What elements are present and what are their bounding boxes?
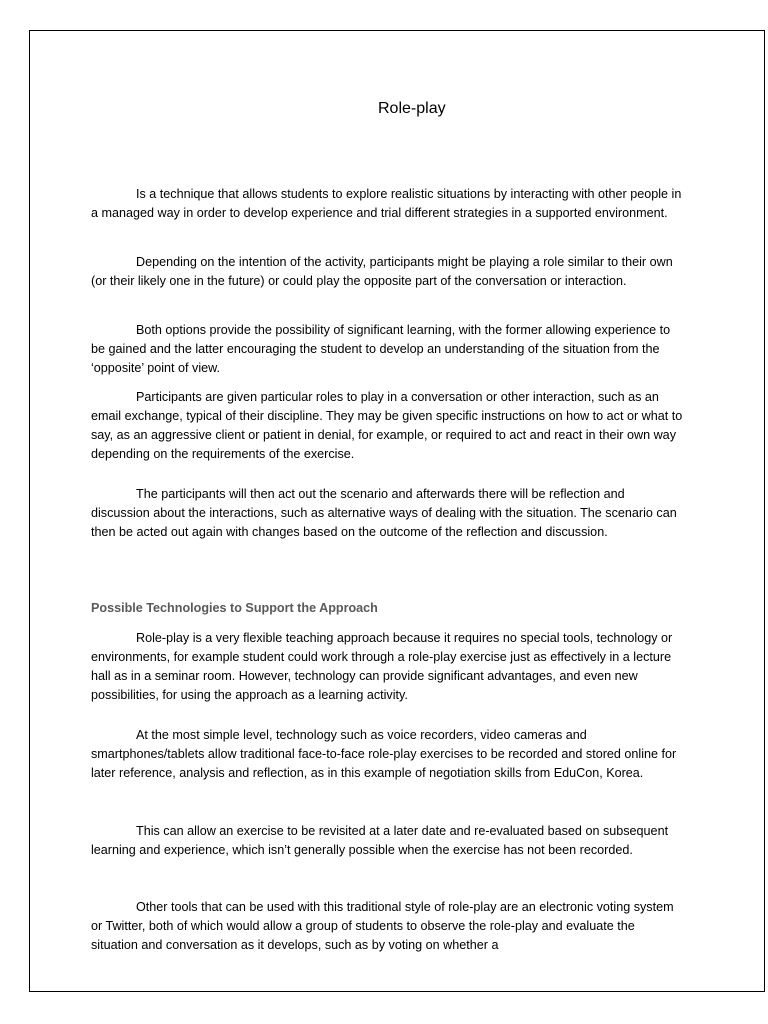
paragraph: Other tools that can be used with this traditional style of role-play are an electronic voting system or Twitter, both of which would allow a group of students to observe the role-play and evaluate the situation and conversation as it develops, such as by voting on whether a <box>91 900 674 952</box>
paragraph: Is a technique that allows students to explore realistic situations by interacting with other people in a managed way in order to develop experience and trial different strategies in a supported environment. <box>91 187 682 220</box>
paragraph: This can allow an exercise to be revisited at a later date and re-evaluated based on subsequent learning and experience, which isn’t generally possible when the exercise has not been recorded. <box>91 824 669 857</box>
document-page <box>29 30 765 992</box>
paragraph: Role-play is a very flexible teaching approach because it requires no special tools, technology or environments, for example student could work through a role-play exercise just as effectively in a lecture hall as in a seminar room. However, technology can provide significant advantages, and even new possibilities, for using the approach as a learning activity. <box>91 631 673 702</box>
paragraph: Both options provide the possibility of significant learning, with the former allowing experience to be gained and the latter encouraging the student to develop an understanding of the situation from the ‘opposite’ point of view. <box>91 323 671 375</box>
paragraph: At the most simple level, technology such as voice recorders, video cameras and smartphones/tablets allow traditional face-to-face role-play exercises to be recorded and stored online for later reference, analysis and reflection, as in this example of negotiation skills from EduCon, Korea. <box>91 728 677 780</box>
document-title: Role-play <box>378 100 446 117</box>
section-heading: Possible Technologies to Support the Approach <box>91 601 378 615</box>
paragraph: The participants will then act out the scenario and afterwards there will be reflection and discussion about the interactions, such as alternative ways of dealing with the situation. The scenario can then be acted out again with changes based on the outcome of the reflection and discussion. <box>91 487 677 539</box>
paragraph: Participants are given particular roles to play in a conversation or other interaction, such as an email exchange, typical of their discipline. They may be given specific instructions on how to act or what to say, as an aggressive client or patient in denial, for example, or required to act and react in their own way depending on the requirements of the exercise. <box>91 390 683 461</box>
paragraph: Depending on the intention of the activity, participants might be playing a role similar to their own (or their likely one in the future) or could play the opposite part of the conversation or interaction. <box>91 255 673 288</box>
